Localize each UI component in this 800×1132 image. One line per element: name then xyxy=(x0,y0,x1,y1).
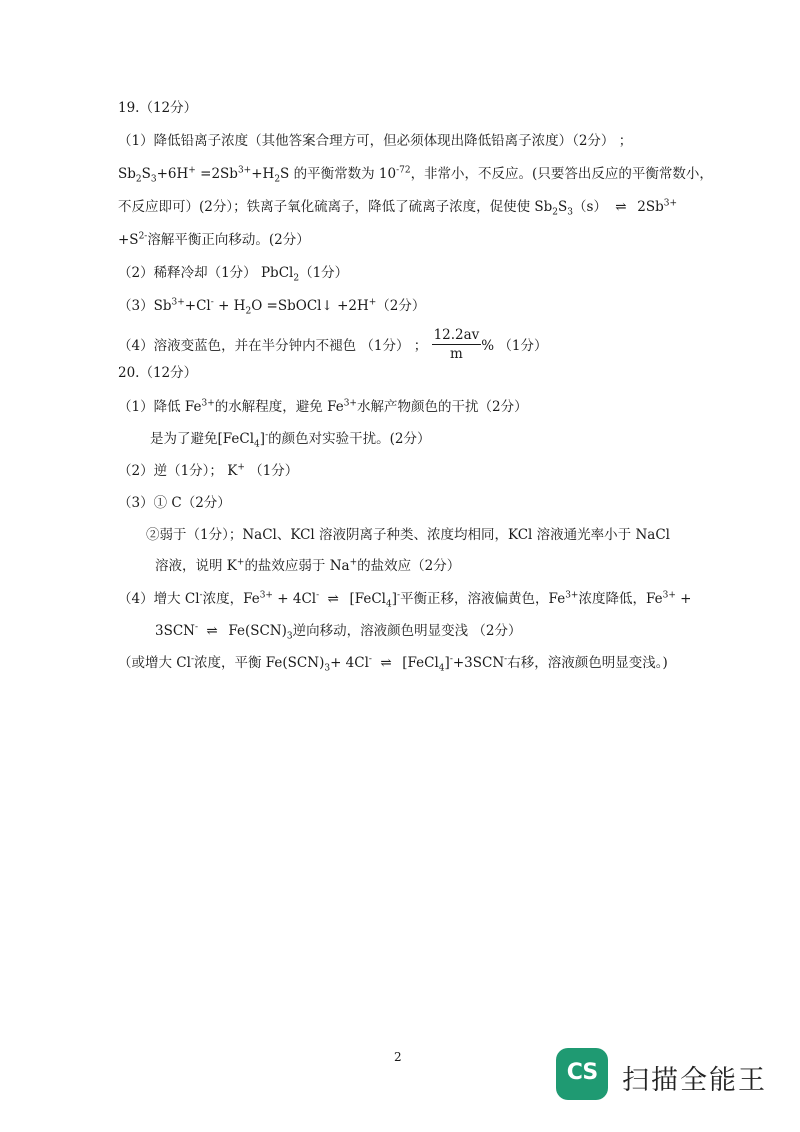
q19-part1-line1: （1）降低铅离子浓度（其他答案合理方可，但必须体现出降低铅离子浓度）（2分） ； xyxy=(118,133,633,149)
q20-part3-line2: ②弱于（1分）；NaCl、KCl 溶液阴离子种类、浓度均相同，KCl 溶液通光率小于 NaCl xyxy=(146,527,670,543)
page-number: 2 xyxy=(394,1050,402,1064)
q20-part4-line2: 3SCN- ⇌ $Fe(SCN)_3$逆向移动，溶液颜色明显变浅 （2分） xyxy=(155,622,522,642)
fraction-denominator: m xyxy=(450,346,463,362)
brand-watermark: 扫描全能王 xyxy=(622,1065,767,1096)
q19-part1-line4: $+S^{2-}$溶解平衡正向移动。(2分） xyxy=(118,231,310,248)
equilibrium-arrow-icon: ⇌ xyxy=(380,655,390,671)
q19-part1-line2: $Sb_2S_3+6H^+ =2Sb^{3+}+H_2S$ 的平衡常数为 $10^{-72}$，非常小，不反应。(只要答出反应的平衡常数小， xyxy=(118,165,713,185)
q19-part4: （4）溶液变蓝色，并在半分钟内不褪色 （1分） ； $\frac{12.2av}{m}$ % （1分） xyxy=(118,327,548,362)
q20-part2: （2）逆（1分）； K+ （1分） xyxy=(118,462,299,479)
q19-part1-line3: 不反应即可）(2分）；铁离子氧化硫离子，降低了硫离子浓度，促使使 $Sb_2S_3(s)$ ⇌ $2Sb^{3+}$ xyxy=(118,198,678,218)
q19-part2: （2）稀释冷却（1分） PbCl$_2$（1分） xyxy=(118,265,349,284)
equilibrium-arrow-icon: ⇌ xyxy=(327,591,337,607)
q20-part1-line1: （1）降低 $Fe^{3+}$的水解程度，避免 $Fe^{3+}$水解产物颜色的干扰（2分） xyxy=(118,398,528,415)
q20-part4-alt: （或增大 Cl-浓度，平衡 $Fe(SCN)_3+ 4Cl^-$ ⇌ [FeCl$_4$]-+3SCN-右移，溶液颜色明显变浅。) xyxy=(118,654,668,674)
q20-part4-line1: （4）增大 Cl-浓度，$Fe^{3+} + 4Cl^-$ ⇌ [FeCl$_4$]-平衡正移，溶液偏黄色，$Fe^{3+}$浓度降低，$Fe^{3+}$ + xyxy=(118,590,692,610)
equilibrium-arrow-icon: ⇌ xyxy=(615,199,625,215)
q20-title: 20.（12分） xyxy=(118,365,198,381)
q20-part1-line2: 是为了避免[FeCl$_4$]-的颜色对实验干扰。(2分） xyxy=(150,430,431,450)
camscanner-logo-icon xyxy=(556,1048,608,1100)
logo-text: CS xyxy=(566,1060,598,1085)
fraction xyxy=(432,326,482,363)
fraction-numerator: 12.2av xyxy=(433,327,480,343)
q19-part3: $(3)Sb^{3+}+Cl^- + H_2O$ =SbOCl↓ +2H+（2分） xyxy=(118,297,426,317)
equilibrium-arrow-icon: ⇌ xyxy=(206,623,216,639)
q20-part3-line3: 溶液，说明 K+的盐效应弱于 Na+的盐效应（2分） xyxy=(155,557,461,574)
q20-part3-line1: （3）① C（2分） xyxy=(118,495,231,511)
q19-title: 19.（12分） xyxy=(118,100,198,116)
